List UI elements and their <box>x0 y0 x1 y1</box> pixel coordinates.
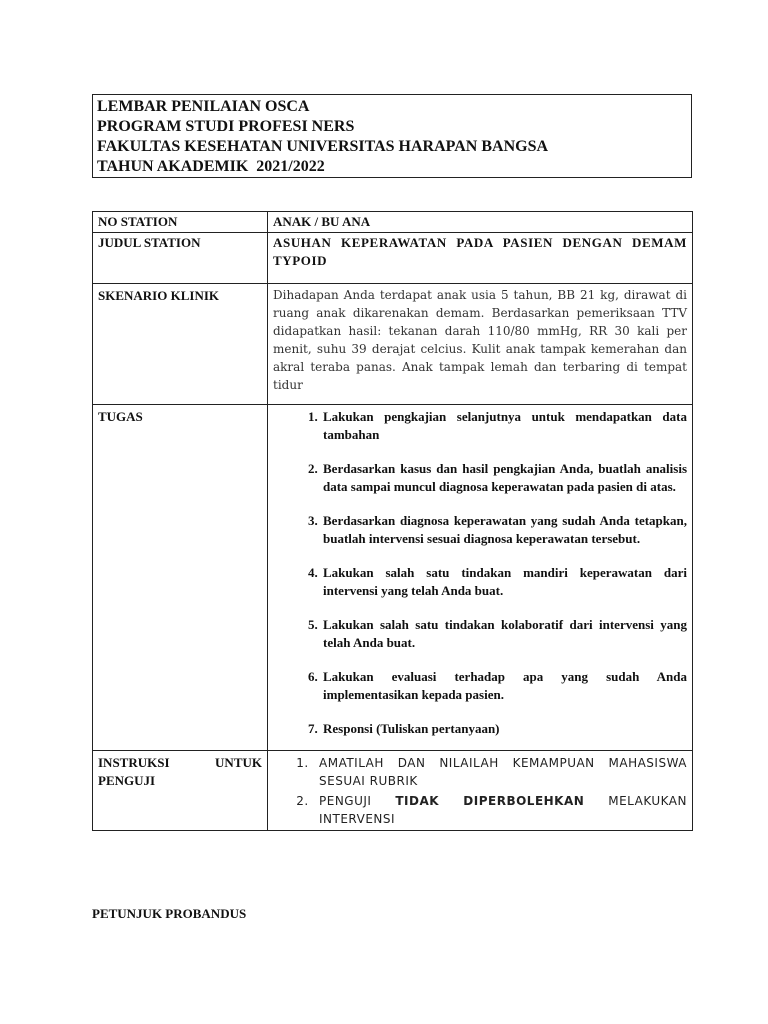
instruksi-list <box>273 754 687 828</box>
tugas-item-5: 5. Lakukan salah satu tindakan kolaboratif dari intervensi yang telah Anda buat. <box>321 616 687 652</box>
skenario-label: SKENARIO KLINIK <box>93 284 268 405</box>
tugas-label: TUGAS <box>93 405 268 751</box>
tugas-item-7: 7. Responsi (Tuliskan pertanyaan) <box>321 720 687 738</box>
instruksi-label-word1: INSTRUKSI <box>98 755 170 770</box>
tugas-cell <box>268 405 693 751</box>
instruksi-item-2-bold: TIDAK DIPERBOLEHKAN <box>395 794 585 808</box>
skenario-value: Dihadapan Anda terdapat anak usia 5 tahun, BB 21 kg, dirawat di ruang anak dikarenakan demam. Berdasarkan pemeriksaan TTV didapatkan hasil: tekanan darah 110/80 mmHg, RR 30 kali per menit, suhu 39 derajat celcius. Kulit anak tampak kemerahan dan akral teraba panas. Anak tampak lemah dan terbaring di tempat tidur <box>268 284 693 405</box>
row-no-station <box>93 212 693 233</box>
osca-table <box>92 211 693 831</box>
header-line-2: PROGRAM STUDI PROFESI NERS <box>97 118 355 135</box>
petunjuk-probandus-heading: PETUNJUK PROBANDUS <box>92 906 247 921</box>
tugas-item-6: 6. Lakukan evaluasi terhadap apa yang sudah Anda implementasikan kepada pasien. <box>321 668 687 704</box>
no-station-value: ANAK / BU ANA <box>268 212 693 233</box>
no-station-label: NO STATION <box>93 212 268 233</box>
instruksi-label <box>93 751 268 831</box>
header-line-4: TAHUN AKADEMIK 2021/2022 <box>97 158 325 175</box>
instruksi-item-1: 1. AMATILAH DAN NILAILAH KEMAMPUAN MAHASISWA SESUAI RUBRIK <box>313 754 687 790</box>
row-judul-station <box>93 233 693 284</box>
instruksi-label-line1 <box>98 754 262 772</box>
instruksi-item-2-post: MELAKUKAN INTERVENSI <box>319 794 687 826</box>
instruksi-cell <box>268 751 693 831</box>
header-line-3: FAKULTAS KESEHATAN UNIVERSITAS HARAPAN BANGSA <box>97 138 549 155</box>
header-line-1: LEMBAR PENILAIAN OSCA <box>97 98 310 115</box>
tugas-item-3: 3. Berdasarkan diagnosa keperawatan yang sudah Anda tetapkan, buatlah intervensi sesuai diagnosa keperawatan tersebut. <box>321 512 687 548</box>
tugas-item-2: 2. Berdasarkan kasus dan hasil pengkajian Anda, buatlah analisis data sampai muncul diagnosa keperawatan pada pasien di atas. <box>321 460 687 496</box>
row-instruksi <box>93 751 693 831</box>
judul-station-value: ASUHAN KEPERAWATAN PADA PASIEN DENGAN DEMAM TYPOID <box>268 233 693 284</box>
instruksi-item-2 <box>313 792 687 828</box>
tugas-item-4: 4. Lakukan salah satu tindakan mandiri keperawatan dari intervensi yang telah Anda buat. <box>321 564 687 600</box>
tugas-item-1: 1. Lakukan pengkajian selanjutnya untuk mendapatkan data tambahan <box>321 408 687 444</box>
instruksi-item-2-pre: PENGUJI <box>319 794 396 808</box>
row-tugas <box>93 405 693 751</box>
row-skenario-klinik <box>93 284 693 405</box>
document-header <box>92 94 692 178</box>
instruksi-label-line2: PENGUJI <box>98 773 156 788</box>
tugas-list <box>273 408 687 738</box>
judul-station-label: JUDUL STATION <box>93 233 268 284</box>
instruksi-label-word2: UNTUK <box>215 755 262 770</box>
